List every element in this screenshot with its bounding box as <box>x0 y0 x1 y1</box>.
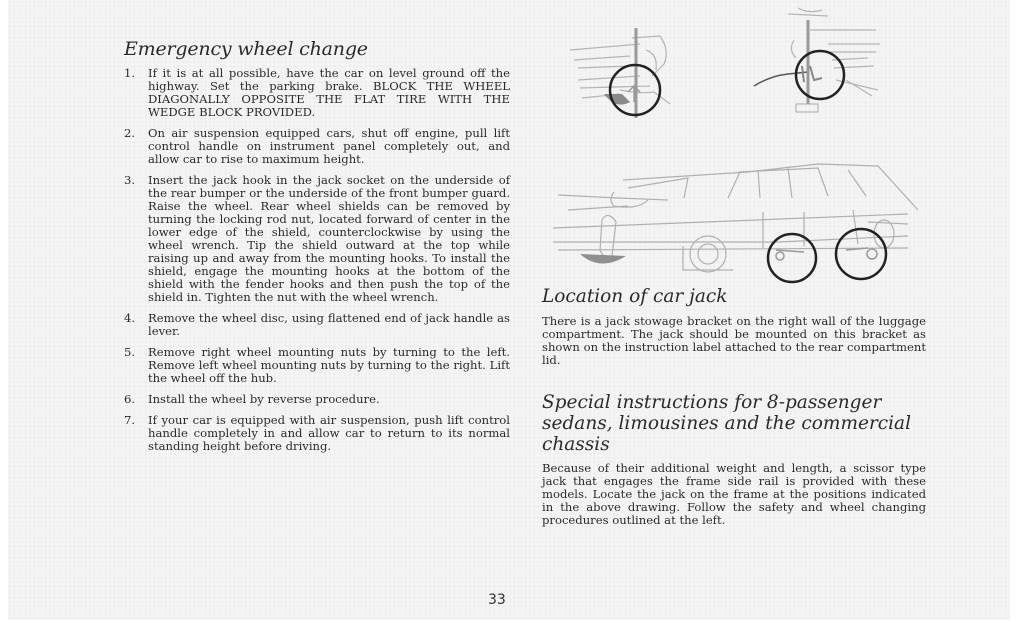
step-text: Install the wheel by reverse procedure. <box>148 392 380 406</box>
step-item <box>124 393 510 406</box>
step-number: 7. <box>124 413 136 427</box>
location-of-car-jack-heading: Location of car jack <box>542 286 728 307</box>
car-side-drawing-icon <box>548 150 918 285</box>
step-item <box>124 174 510 304</box>
step-number: 4. <box>124 311 136 325</box>
step-number: 3. <box>124 173 136 187</box>
manual-page <box>8 0 1010 620</box>
step-text: On air suspension equipped cars, shut off engine, pull lift control handle on instrument panel completely out, and allow car to rise to maximum height. <box>148 126 510 166</box>
special-instructions-heading: Special instructions for 8-passenger sedans, limousines and the commercial chassis <box>542 392 912 455</box>
step-item <box>124 127 510 166</box>
special-instructions-text: Because of their additional weight and length, a scissor type jack that engages the frame side rail is provided with these models. Locate the jack on the frame at the positions indicated in the above drawing. Follow the safety and wheel changing procedures outlined at the left. <box>542 461 926 527</box>
rear-bumper-jack-illustration <box>560 10 690 120</box>
bumper-jack-drawing-icon <box>560 10 690 120</box>
step-number: 2. <box>124 126 136 140</box>
page-number: 33 <box>488 592 506 608</box>
emergency-wheel-change-heading: Emergency wheel change <box>124 38 368 60</box>
step-item <box>124 414 510 453</box>
step-number: 5. <box>124 345 136 359</box>
step-item <box>124 312 510 338</box>
step-item <box>124 346 510 385</box>
step-item <box>124 67 510 119</box>
step-number: 1. <box>124 66 136 80</box>
front-jack-drawing-icon <box>748 0 898 120</box>
step-number: 6. <box>124 392 136 406</box>
step-text: If your car is equipped with air suspension, push lift control handle completely in and allow car to return to its normal standing height before driving. <box>148 413 510 453</box>
limousine-side-view-illustration <box>548 150 918 285</box>
step-text: If it is at all possible, have the car on level ground off the highway. Set the parking brake. BLOCK THE WHEEL DIAGONALLY OPPOSITE THE FLAT TIRE WITH THE WEDGE BLOCK PROVIDED. <box>148 66 510 119</box>
step-text: Remove right wheel mounting nuts by turning to the left. Remove left wheel mounting nuts by turning to the right. Lift the wheel off the hub. <box>148 345 510 385</box>
wheel-change-steps <box>124 67 510 461</box>
front-bumper-jack-illustration <box>748 0 898 120</box>
step-text: Insert the jack hook in the jack socket on the underside of the rear bumper or the underside of the front bumper guard. Raise the wheel. Rear wheel shields can be removed by turning the locking rod nut, located forward of center in the lower edge of the shield, counterclockwise by using the wheel wrench. Tip the shield outward at the top while raising up and away from the mounting hooks. To install the shield, engage the mounting hooks at the bottom of the shield with the fender hooks and then push the top of the shield in. Tighten the nut with the wheel wrench. <box>148 173 510 304</box>
location-of-car-jack-text: There is a jack stowage bracket on the right wall of the luggage compartment. The jack should be mounted on this bracket as shown on the instruction label attached to the rear compartment lid. <box>542 314 926 367</box>
step-text: Remove the wheel disc, using flattened end of jack handle as lever. <box>148 311 510 338</box>
